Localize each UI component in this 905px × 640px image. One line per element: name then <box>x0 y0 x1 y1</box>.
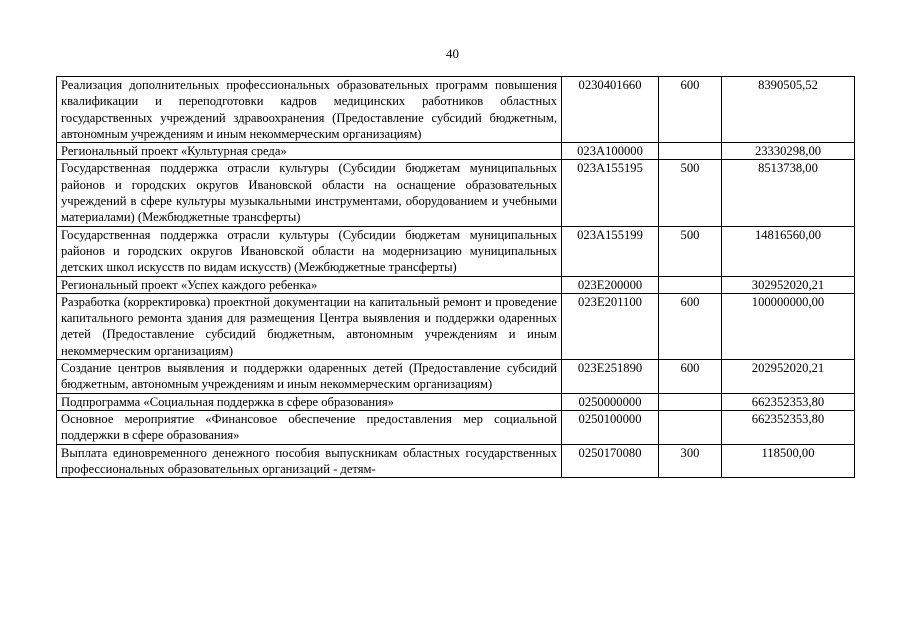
item-code: 0250100000 <box>562 410 659 444</box>
table-row <box>57 143 855 160</box>
item-code: 023E251890 <box>562 360 659 394</box>
item-name: Основное мероприятие «Финансовое обеспечение предоставления мер социальной поддержки в сфере образования» <box>57 410 562 444</box>
item-name: Государственная поддержка отрасли культуры (Субсидии бюджетам муниципальных районов и городских округов Ивановской области на модернизацию муниципальных детских школ искусств по видам искусств) (Межбюджетные трансферты) <box>57 226 562 276</box>
item-code: 023A100000 <box>562 143 659 160</box>
item-code: 023E200000 <box>562 276 659 293</box>
expense-type: 500 <box>659 226 722 276</box>
item-sum: 14816560,00 <box>722 226 855 276</box>
budget-table <box>56 76 855 478</box>
item-code: 023E201100 <box>562 293 659 359</box>
item-sum: 302952020,21 <box>722 276 855 293</box>
item-name: Выплата единовременного денежного пособия выпускникам областных государственных профессиональных образовательных организаций - детям- <box>57 444 562 478</box>
expense-type <box>659 276 722 293</box>
item-name: Создание центров выявления и поддержки одаренных детей (Предоставление субсидий бюджетным, автономным учреждениям и иным некоммерческим организациям) <box>57 360 562 394</box>
expense-type <box>659 143 722 160</box>
item-name: Государственная поддержка отрасли культуры (Субсидии бюджетам муниципальных районов и городских округов Ивановской области на оснащение образовательных учреждений в сфере культуры музыкальными инструментами, оборудованием и учебными материалами) (Межбюджетные трансферты) <box>57 160 562 226</box>
table-row <box>57 360 855 394</box>
item-sum: 23330298,00 <box>722 143 855 160</box>
table-row <box>57 77 855 143</box>
item-code: 0250170080 <box>562 444 659 478</box>
table-row <box>57 444 855 478</box>
item-sum: 118500,00 <box>722 444 855 478</box>
item-code: 0250000000 <box>562 393 659 410</box>
item-code: 023A155199 <box>562 226 659 276</box>
item-name: Подпрограмма «Социальная поддержка в сфере образования» <box>57 393 562 410</box>
expense-type: 600 <box>659 77 722 143</box>
item-sum: 8513738,00 <box>722 160 855 226</box>
page-number: 40 <box>446 46 459 61</box>
expense-type: 300 <box>659 444 722 478</box>
budget-table-body <box>57 77 855 478</box>
table-row <box>57 160 855 226</box>
expense-type: 500 <box>659 160 722 226</box>
expense-type: 600 <box>659 293 722 359</box>
item-name: Разработка (корректировка) проектной документации на капитальный ремонт и проведение капитального ремонта здания для размещения Центра выявления и поддержки одаренных детей (Предоставление субсидий бюджетным, автономным учреждениям и иным некоммерческим организациям) <box>57 293 562 359</box>
table-row <box>57 293 855 359</box>
table-row <box>57 393 855 410</box>
item-sum: 202952020,21 <box>722 360 855 394</box>
table-row <box>57 276 855 293</box>
item-name: Региональный проект «Успех каждого ребенка» <box>57 276 562 293</box>
item-sum: 662352353,80 <box>722 393 855 410</box>
expense-type <box>659 393 722 410</box>
table-row <box>57 226 855 276</box>
table-row <box>57 410 855 444</box>
item-sum: 8390505,52 <box>722 77 855 143</box>
item-code: 0230401660 <box>562 77 659 143</box>
item-name: Региональный проект «Культурная среда» <box>57 143 562 160</box>
item-sum: 100000000,00 <box>722 293 855 359</box>
expense-type <box>659 410 722 444</box>
expense-type: 600 <box>659 360 722 394</box>
item-code: 023A155195 <box>562 160 659 226</box>
item-name: Реализация дополнительных профессиональных образовательных программ повышения квалификации и переподготовки кадров медицинских работников областных государственных учреждений здравоохранения (Предоставление субсидий бюджетным, автономным учреждениям и иным некоммерческим организациям) <box>57 77 562 143</box>
item-sum: 662352353,80 <box>722 410 855 444</box>
